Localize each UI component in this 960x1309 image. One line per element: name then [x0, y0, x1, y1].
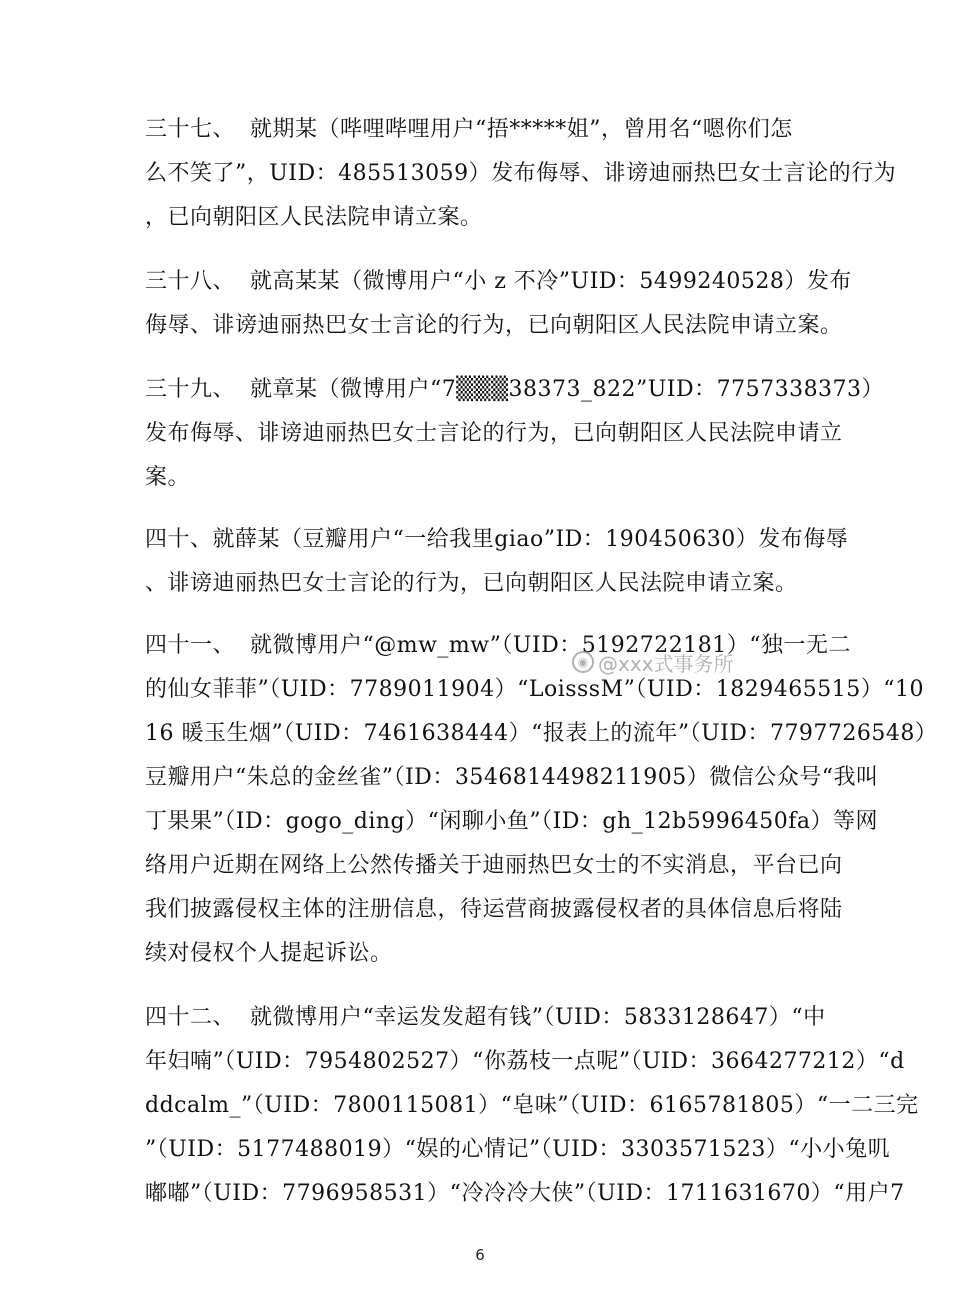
- text-line: ddcalm_”（UID：7800115081）“皂味”（UID：6165781805）“一二三完: [145, 1093, 919, 1118]
- text-line: 丁果果”（ID：gogo_ding）“闲聊小鱼”（ID：gh_12b5996450fa）等网: [145, 809, 878, 834]
- watermark-text: @xxx式事务所: [598, 651, 734, 676]
- page-number: 6: [475, 1246, 485, 1264]
- text-line: 续对侵权个人提起诉讼。: [145, 941, 393, 966]
- text-line: 嘟嘟”（UID：7796958531）“冷冷冷大侠”（UID：1711631670）“用户7: [145, 1181, 905, 1206]
- text-line: 么不笑了”，UID：485513059）发布侮辱、诽谤迪丽热巴女士言论的行为: [145, 161, 897, 186]
- paragraph-39: [145, 368, 885, 500]
- paragraph-42: [145, 996, 919, 1216]
- weibo-logo-icon: ◉: [572, 651, 594, 673]
- text-line: 、诽谤迪丽热巴女士言论的行为，已向朝阳区人民法院申请立案。: [145, 571, 798, 596]
- paragraph-38: [145, 260, 852, 348]
- text-line: 案。: [145, 465, 191, 490]
- text-line: ”（UID：5177488019）“娱的心情记”（UID：3303571523）“小小兔叽: [145, 1137, 891, 1162]
- text-line: 16 暖玉生烟”（UID：7461638444）“报表上的流年”（UID：7797726548）: [145, 721, 938, 746]
- text-line: 豆瓣用户“朱总的金丝雀”（ID：3546814498211905）微信公众号“我叫: [145, 765, 879, 790]
- text-line: 三十八、 就高某某（微博用户“小 z 不冷”UID：5499240528）发布: [145, 269, 852, 294]
- text-line: 络用户近期在网络上公然传播关于迪丽热巴女士的不实消息，平台已向: [145, 853, 843, 878]
- paragraph-40: [145, 518, 849, 606]
- text-line: 的仙女菲菲”（UID：7789011904）“LoisssM”（UID：1829465515）“10: [145, 677, 924, 702]
- text-line: 发布侮辱、诽谤迪丽热巴女士言论的行为，已向朝阳区人民法院申请立: [145, 421, 843, 446]
- text-line: ，已向朝阳区人民法院申请立案。: [145, 205, 483, 230]
- text-line: 我们披露侵权主体的注册信息，待运营商披露侵权者的具体信息后将陆: [145, 897, 843, 922]
- text-line: 侮辱、诽谤迪丽热巴女士言论的行为，已向朝阳区人民法院申请立案。: [145, 313, 843, 338]
- text-line: 年妇喃”（UID：7954802527）“你荔枝一点呢”（UID：3664277212）“d: [145, 1049, 905, 1074]
- paragraph-37: [145, 108, 897, 240]
- text-line: 四十一、 就微博用户“@mw_mw”（UID：5192722181）“独一无二: [145, 633, 851, 658]
- paragraph-41: [145, 624, 938, 976]
- text-line: 四十、就薛某（豆瓣用户“一给我里giao”ID：190450630）发布侮辱: [145, 527, 849, 552]
- text-line: 三十九、 就章某（微博用户“7▒▒▒38373_822”UID：7757338373）: [145, 377, 885, 402]
- text-line: 四十二、 就微博用户“幸运发发超有钱”（UID：5833128647）“中: [145, 1005, 826, 1030]
- text-line: 三十七、 就期某（哔哩哔哩用户“捂*****姐”，曾用名“嗯你们怎: [145, 117, 793, 142]
